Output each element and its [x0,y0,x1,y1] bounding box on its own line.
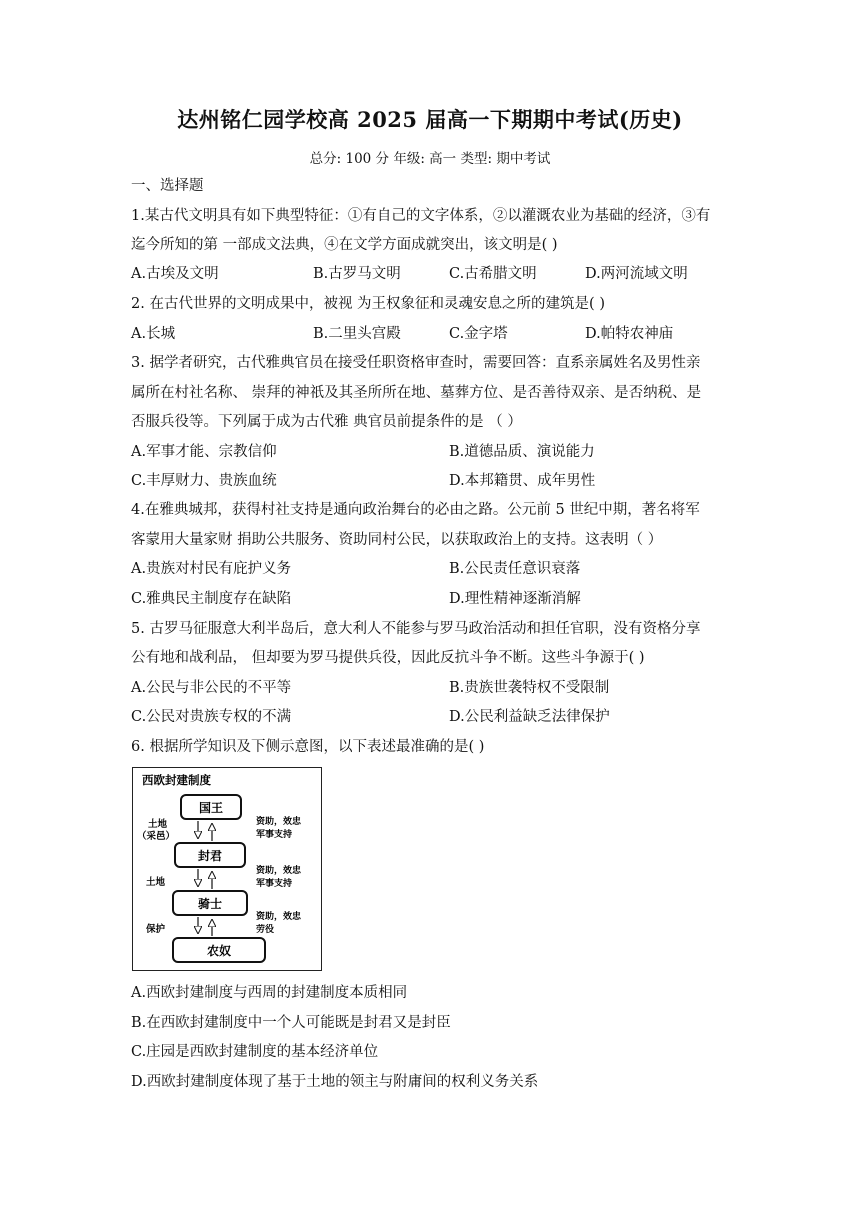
right-label-3a: 资助，效忠 [256,912,302,922]
right-label-1a: 资助，效忠 [256,817,302,827]
question-1-line-1: 1.某古代文明具有如下典型特征：①有自己的文字体系，②以灌溉农业为基础的经济，③有 [131,208,711,224]
question-6-option-c: C.庄园是西欧封建制度的基本经济单位 [131,1044,379,1060]
question-2-option-c: C.金字塔 [449,326,508,342]
left-label-protection: 保护 [146,924,166,935]
question-4-option-b: B.公民责任意识衰落 [449,561,581,577]
question-6-line-1: 6. 根据所学知识及下侧示意图，以下表述最准确的是( ) [131,739,485,755]
question-3-option-a: A.军事才能、宗教信仰 [131,444,277,460]
question-5-line-1: 5. 古罗马征服意大利半岛后，意大利人不能参与罗马政治活动和担任官职，没有资格分享 [131,621,701,637]
question-1-line-2: 迄今所知的第 一部成文法典，④在文学方面成就突出，该文明是( ) [131,237,558,253]
diagram-title: 西欧封建制度 [142,773,211,787]
question-2-option-b: B.二里头宫殿 [313,326,401,342]
right-label-1b: 军事支持 [256,830,293,840]
question-2-option-a: A.长城 [131,326,176,342]
question-2-option-d: D.帕特农神庙 [585,326,674,342]
exam-title: 达州铭仁园学校高 2025 届高一下期期中考试(历史) [177,107,683,132]
question-1-option-d: D.两河流域文明 [585,266,688,282]
right-label-2b: 军事支持 [256,879,293,889]
feudal-system-diagram [132,767,322,971]
question-5-option-a: A.公民与非公民的不平等 [131,680,292,696]
left-label-land-1: 土地 [148,819,168,830]
question-3-option-d: D.本邦籍贯、成年男性 [449,473,596,489]
question-6-option-b: B.在西欧封建制度中一个人可能既是封君又是封臣 [131,1015,451,1031]
right-label-2a: 资助，效忠 [256,866,302,876]
question-4-line-1: 4.在雅典城邦，获得村社支持是通向政治舞台的必由之路。公元前 5 世纪中期，著名将军 [131,502,700,518]
left-label-land-2: 土地 [146,877,166,888]
question-6-option-d: D.西欧封建制度体现了基于土地的领主与附庸间的权利义务关系 [131,1074,539,1090]
question-4-option-a: A.贵族对村民有庇护义务 [131,561,292,577]
level-lord: 封君 [197,849,223,863]
left-label-fief: （采邑） [137,831,176,842]
level-serf: 农奴 [206,944,232,958]
question-4-option-d: D.理性精神逐渐消解 [449,591,581,607]
question-5-option-d: D.公民利益缺乏法律保护 [449,709,610,725]
question-3-option-b: B.道德品质、演说能力 [449,444,595,460]
question-3-line-1: 3. 据学者研究，古代雅典官员在接受任职资格审查时，需要回答：直系亲属姓名及男性亲 [131,355,701,371]
level-king: 国王 [198,801,224,815]
question-3-line-3: 否服兵役等。下列属于成为古代雅 典官员前提条件的是 （ ） [131,414,522,430]
question-1-option-a: A.古埃及文明 [131,266,219,282]
question-3-line-2: 属所在村社名称、 崇拜的神祇及其圣所所在地、墓葬方位、是否善待双亲、是否纳税、是 [131,385,702,401]
question-2-line-1: 2. 在古代世界的文明成果中，被视 为王权象征和灵魂安息之所的建筑是( ) [131,296,605,312]
question-5-option-b: B.贵族世袭特权不受限制 [449,680,610,696]
question-5-option-c: C.公民对贵族专权的不满 [131,709,292,725]
exam-meta: 总分: 100 分 年级: 高一 类型: 期中考试 [309,151,551,167]
question-3-option-c: C.丰厚财力、贵族血统 [131,473,277,489]
question-6-option-a: A.西欧封建制度与西周的封建制度本质相同 [131,985,408,1001]
question-4-option-c: C.雅典民主制度存在缺陷 [131,591,292,607]
question-5-line-2: 公有地和战利品， 但却要为罗马提供兵役，因此反抗斗争不断。这些斗争源于( ) [131,650,645,666]
right-label-3b: 劳役 [256,925,275,935]
question-1-option-c: C.古希腊文明 [449,266,537,282]
question-1-option-b: B.古罗马文明 [313,266,401,282]
section-heading: 一、选择题 [131,178,204,194]
question-4-line-2: 客蒙用大量家财 捐助公共服务、资助同村公民，以获取政治上的支持。这表明（ ） [131,532,663,548]
level-knight: 骑士 [197,897,223,911]
